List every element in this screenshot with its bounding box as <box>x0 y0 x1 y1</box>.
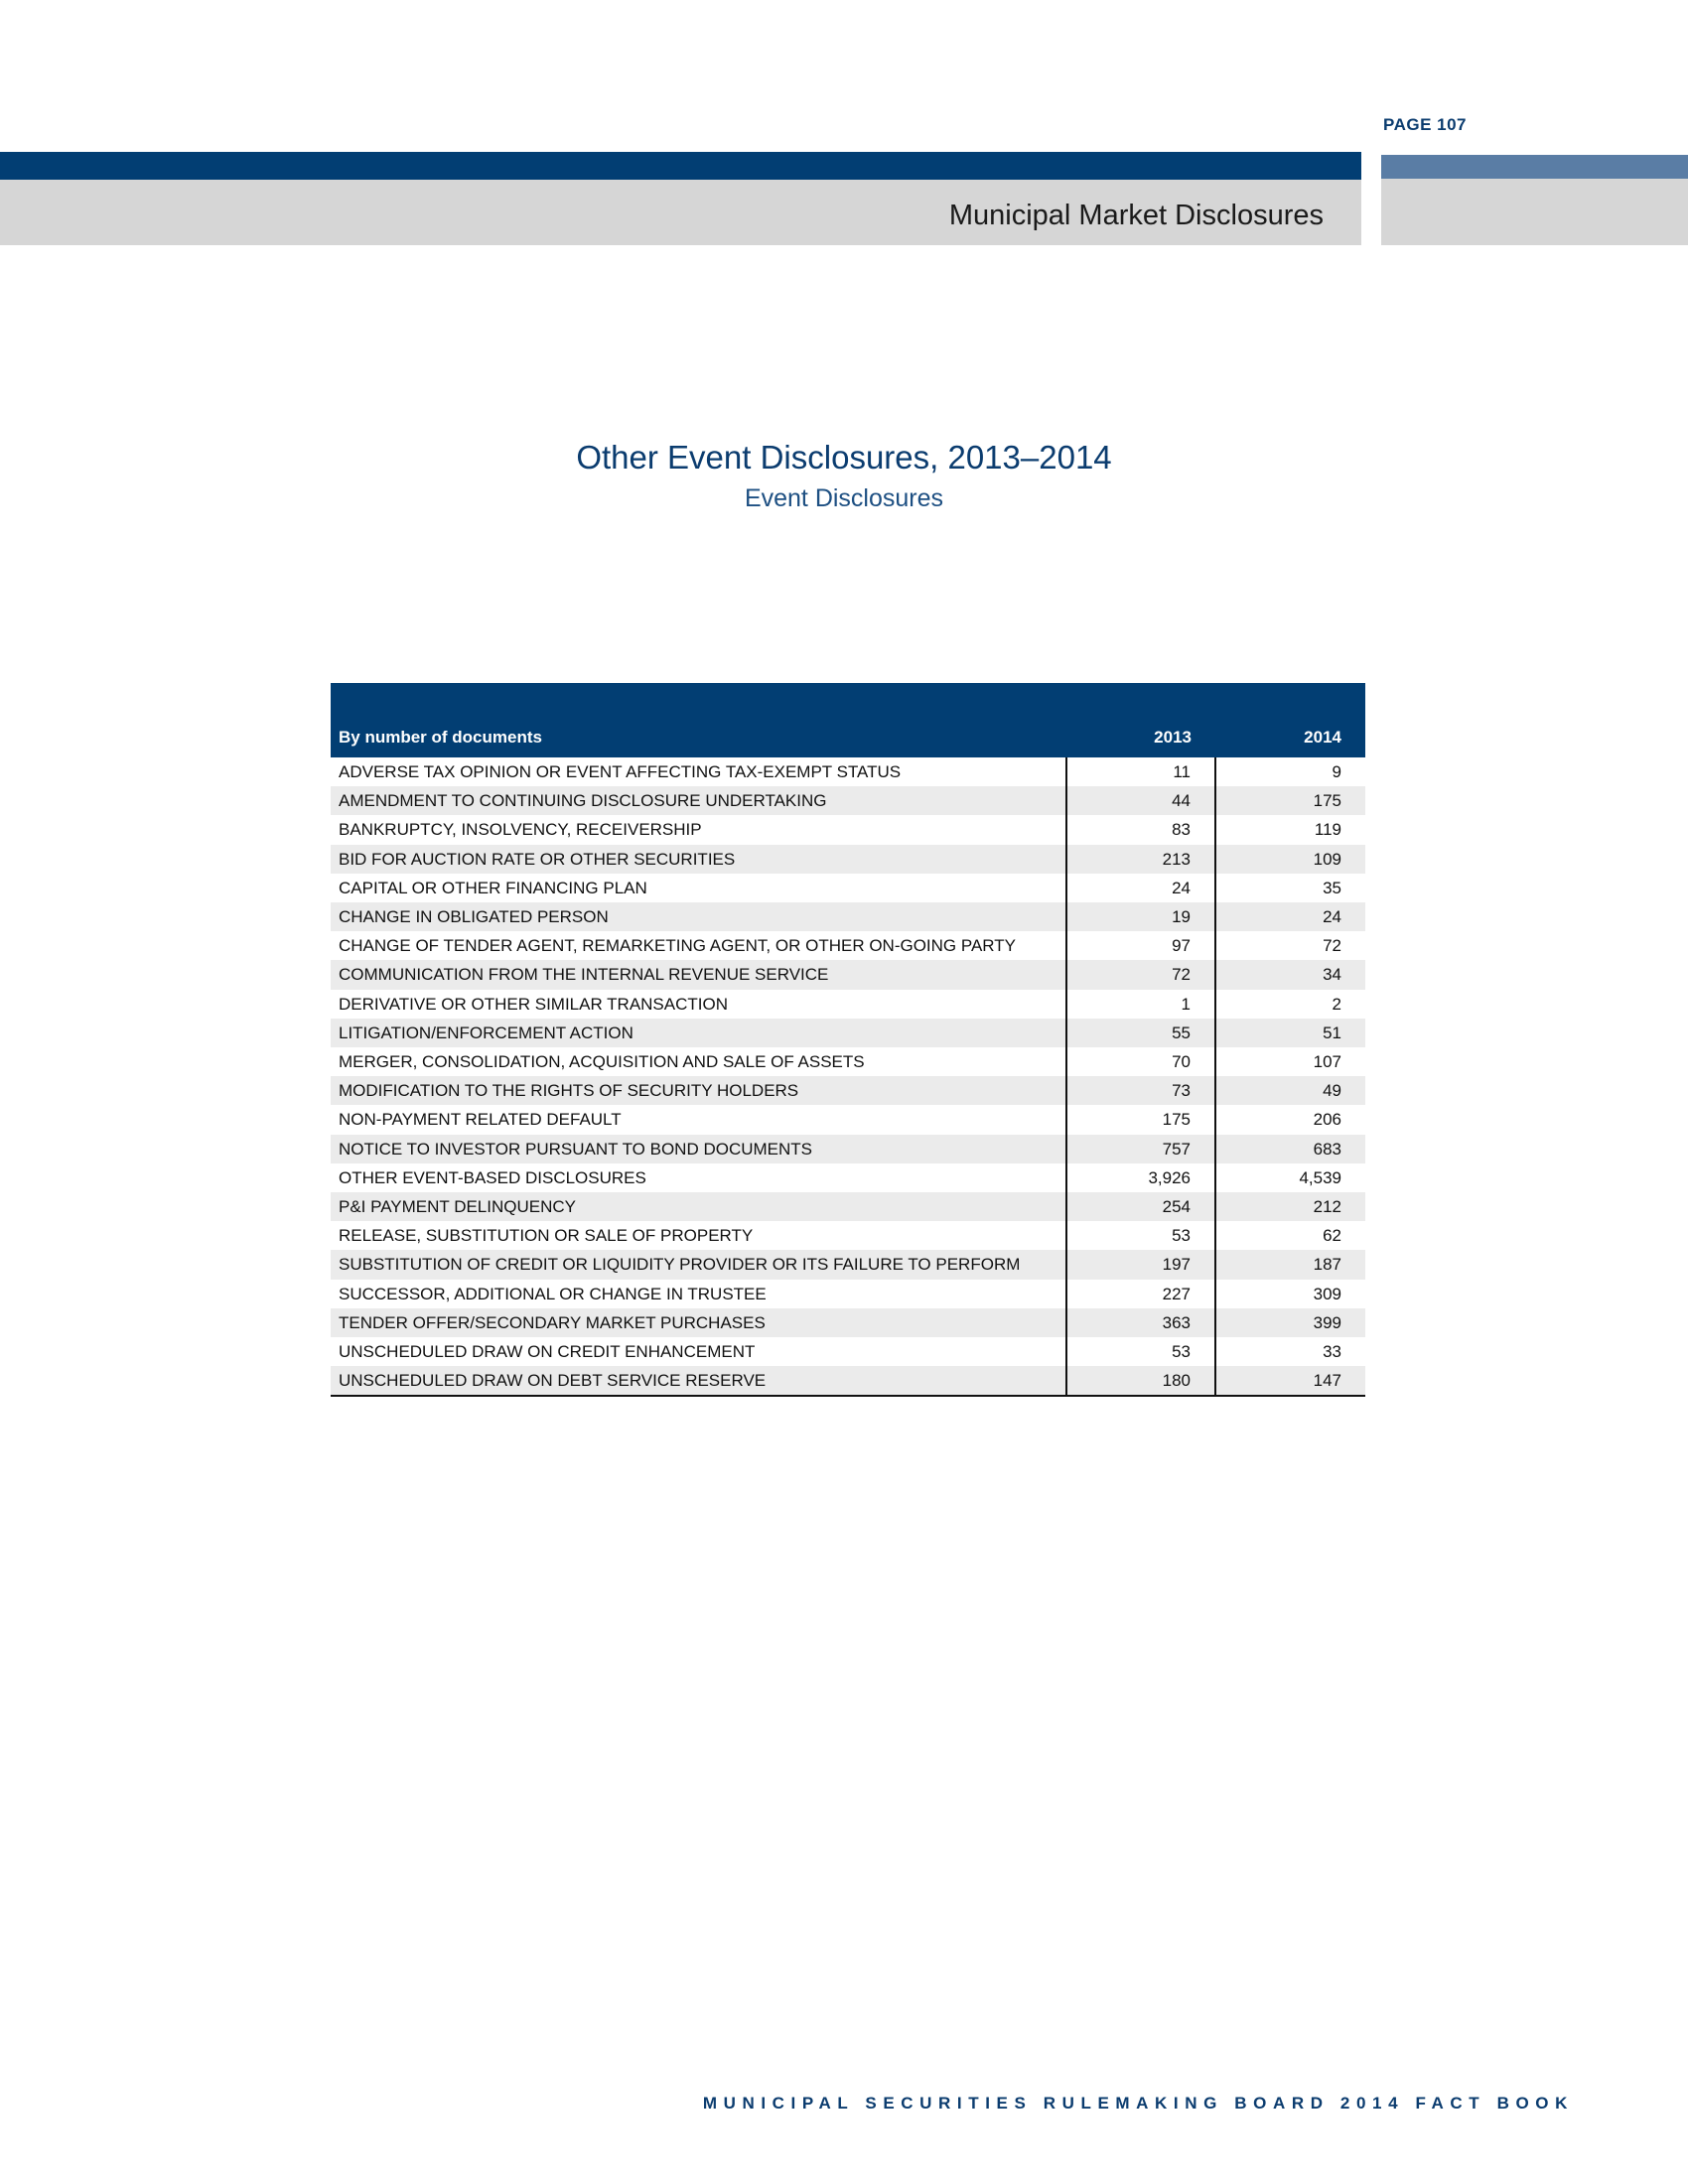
footer-text: MUNICIPAL SECURITIES RULEMAKING BOARD 2014 FACT BOOK <box>702 2094 1574 2113</box>
row-value-2014: 683 <box>1215 1135 1365 1163</box>
row-value-2013: 24 <box>1066 874 1215 902</box>
table-row <box>331 1366 1365 1396</box>
row-value-2014: 399 <box>1215 1308 1365 1337</box>
row-value-2013: 97 <box>1066 931 1215 960</box>
row-category: P&I PAYMENT DELINQUENCY <box>331 1192 1066 1221</box>
table-row <box>331 931 1365 960</box>
row-value-2013: 73 <box>1066 1076 1215 1105</box>
row-category: MERGER, CONSOLIDATION, ACQUISITION AND SALE OF ASSETS <box>339 1052 865 1072</box>
table-row <box>331 757 1365 786</box>
row-value-2013: 254 <box>1066 1192 1215 1221</box>
row-value-2013: 213 <box>1066 845 1215 874</box>
row-value-2014: 34 <box>1215 960 1365 989</box>
row-value-2013: 53 <box>1066 1337 1215 1366</box>
table-row <box>331 1192 1365 1221</box>
row-value-2014: 35 <box>1215 874 1365 902</box>
table-row <box>331 1308 1365 1337</box>
table-row <box>331 786 1365 815</box>
table-subtitle: Event Disclosures <box>744 484 944 512</box>
row-value-2013: 55 <box>1066 1019 1215 1047</box>
table-row <box>331 1250 1365 1279</box>
header-band-accent <box>1381 155 1688 179</box>
row-category: COMMUNICATION FROM THE INTERNAL REVENUE SERVICE <box>331 960 1066 989</box>
table-row <box>331 815 1365 844</box>
row-category: SUCCESSOR, ADDITIONAL OR CHANGE IN TRUSTEE <box>339 1284 767 1303</box>
row-category: SUBSTITUTION OF CREDIT OR LIQUIDITY PROVIDER OR ITS FAILURE TO PERFORM <box>331 1250 1066 1279</box>
table-body <box>331 757 1365 1396</box>
row-value-2013: 53 <box>1066 1221 1215 1250</box>
row-value-2014: 309 <box>1215 1280 1365 1308</box>
table-header-row <box>331 683 1365 757</box>
row-category: TENDER OFFER/SECONDARY MARKET PURCHASES <box>331 1308 1066 1337</box>
table-title: Other Event Disclosures, 2013–2014 <box>576 439 1112 476</box>
row-value-2014: 33 <box>1215 1337 1365 1366</box>
row-value-2014: 9 <box>1215 757 1365 786</box>
row-category: UNSCHEDULED DRAW ON CREDIT ENHANCEMENT <box>339 1342 756 1362</box>
row-value-2013: 11 <box>1066 757 1215 786</box>
row-value-2013: 1 <box>1066 990 1215 1019</box>
row-value-2014: 187 <box>1215 1250 1365 1279</box>
row-value-2013: 197 <box>1066 1250 1215 1279</box>
row-value-2014: 4,539 <box>1215 1163 1365 1192</box>
row-category: CHANGE OF TENDER AGENT, REMARKETING AGENT, OR OTHER ON-GOING PARTY <box>339 936 1016 956</box>
row-value-2013: 227 <box>1066 1280 1215 1308</box>
table-row <box>331 1337 1365 1366</box>
row-category: NON-PAYMENT RELATED DEFAULT <box>339 1110 622 1130</box>
table-row <box>331 960 1365 989</box>
row-value-2013: 757 <box>1066 1135 1215 1163</box>
row-value-2013: 180 <box>1066 1366 1215 1396</box>
row-category: CHANGE IN OBLIGATED PERSON <box>331 902 1066 931</box>
row-category: BID FOR AUCTION RATE OR OTHER SECURITIES <box>331 845 1066 874</box>
column-header-2014: 2014 <box>1215 683 1365 757</box>
row-value-2013: 83 <box>1066 815 1215 844</box>
row-value-2014: 206 <box>1215 1105 1365 1134</box>
table-row <box>331 1163 1365 1192</box>
row-category: CAPITAL OR OTHER FINANCING PLAN <box>339 878 647 897</box>
table-row <box>331 1280 1365 1308</box>
row-value-2013: 3,926 <box>1066 1163 1215 1192</box>
table-row <box>331 1135 1365 1163</box>
table-row <box>331 1105 1365 1134</box>
row-value-2013: 175 <box>1066 1105 1215 1134</box>
row-value-2014: 24 <box>1215 902 1365 931</box>
column-header-2013: 2013 <box>1066 683 1215 757</box>
row-category: ADVERSE TAX OPINION OR EVENT AFFECTING TAX-EXEMPT STATUS <box>339 762 902 781</box>
column-header-category: By number of documents <box>331 683 1066 757</box>
section-title: Municipal Market Disclosures <box>948 200 1324 231</box>
row-value-2014: 147 <box>1215 1366 1365 1396</box>
row-category: MODIFICATION TO THE RIGHTS OF SECURITY HOLDERS <box>331 1076 1066 1105</box>
row-category: DERIVATIVE OR OTHER SIMILAR TRANSACTION <box>339 994 728 1014</box>
row-category: BANKRUPTCY, INSOLVENCY, RECEIVERSHIP <box>339 820 702 840</box>
row-value-2013: 70 <box>1066 1047 1215 1076</box>
row-category: RELEASE, SUBSTITUTION OR SALE OF PROPERTY <box>339 1226 754 1246</box>
row-category: UNSCHEDULED DRAW ON DEBT SERVICE RESERVE <box>331 1366 1066 1396</box>
header-band-dark <box>0 152 1361 180</box>
disclosures-table-container <box>331 683 1365 1397</box>
row-value-2014: 119 <box>1215 815 1365 844</box>
row-value-2014: 51 <box>1215 1019 1365 1047</box>
row-value-2013: 19 <box>1066 902 1215 931</box>
row-value-2014: 212 <box>1215 1192 1365 1221</box>
table-row <box>331 1221 1365 1250</box>
table-row <box>331 874 1365 902</box>
row-value-2013: 44 <box>1066 786 1215 815</box>
disclosures-table <box>331 683 1365 1397</box>
table-row <box>331 902 1365 931</box>
row-value-2014: 72 <box>1215 931 1365 960</box>
row-value-2013: 72 <box>1066 960 1215 989</box>
row-value-2014: 175 <box>1215 786 1365 815</box>
row-category: AMENDMENT TO CONTINUING DISCLOSURE UNDERTAKING <box>331 786 1066 815</box>
row-category: NOTICE TO INVESTOR PURSUANT TO BOND DOCUMENTS <box>331 1135 1066 1163</box>
row-value-2014: 107 <box>1215 1047 1365 1076</box>
header-band-light-right <box>1381 179 1688 245</box>
row-category: LITIGATION/ENFORCEMENT ACTION <box>331 1019 1066 1047</box>
page-number: PAGE 107 <box>1383 115 1468 134</box>
row-value-2014: 2 <box>1215 990 1365 1019</box>
row-value-2013: 363 <box>1066 1308 1215 1337</box>
table-row <box>331 1047 1365 1076</box>
table-row <box>331 990 1365 1019</box>
row-category: OTHER EVENT-BASED DISCLOSURES <box>339 1167 646 1187</box>
row-value-2014: 109 <box>1215 845 1365 874</box>
table-row <box>331 1019 1365 1047</box>
row-value-2014: 62 <box>1215 1221 1365 1250</box>
table-row <box>331 845 1365 874</box>
table-row <box>331 1076 1365 1105</box>
row-value-2014: 49 <box>1215 1076 1365 1105</box>
